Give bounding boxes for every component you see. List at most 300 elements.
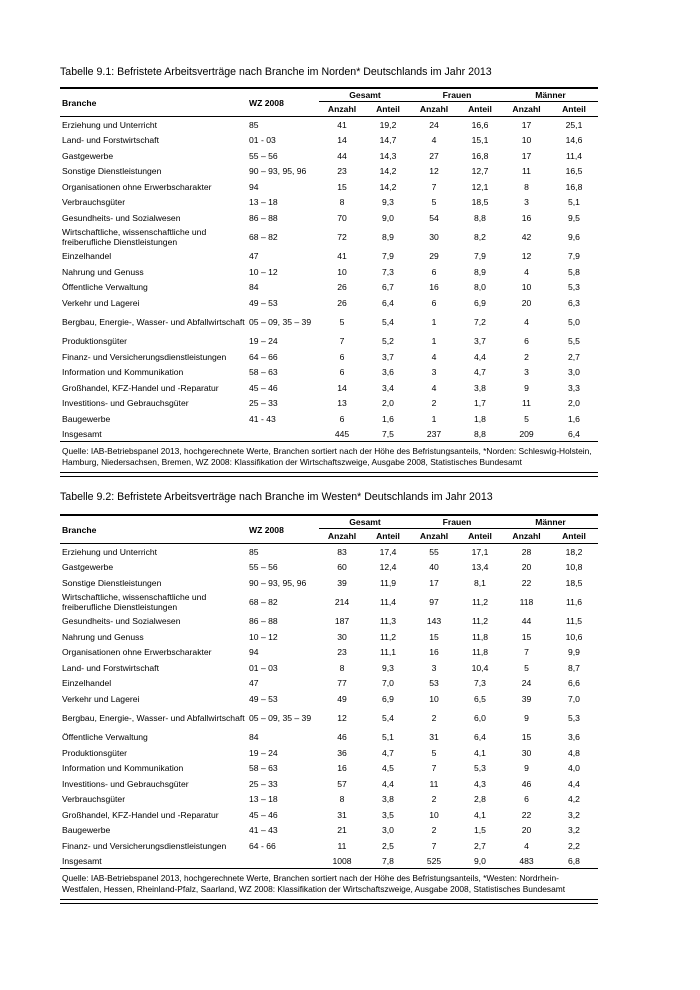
column-header-anzahl-frauen: Anzahl <box>411 529 457 544</box>
table-row <box>60 544 598 560</box>
row-value: 4,4 <box>474 351 486 362</box>
row-branche: Investitions- und Gebrauchsgüter <box>62 398 189 409</box>
table-block-9-1 <box>60 66 598 477</box>
table-row <box>60 179 598 195</box>
row-branche: Baugewerbe <box>62 413 111 424</box>
row-wz: 84 <box>249 732 259 743</box>
column-header-branche: Branche <box>60 88 248 117</box>
row-value: 30 <box>521 747 532 758</box>
row-wz: 90 – 93, 95, 96 <box>249 577 307 588</box>
row-branche: Finanz- und Versicherungsdienstleistungen <box>62 351 227 362</box>
row-value: 53 <box>429 678 439 689</box>
row-branche: Information und Kommunikation <box>62 763 184 774</box>
row-value: 4,7 <box>474 367 486 378</box>
row-value: 10 <box>429 809 439 820</box>
row-value: 4,1 <box>474 809 486 820</box>
row-value: 7 <box>339 336 345 347</box>
row-branche: Land- und Forstwirtschaft <box>62 135 159 146</box>
table-row <box>60 660 598 676</box>
total-value: 6,8 <box>568 855 580 866</box>
column-group-gesamt: Gesamt <box>319 515 411 529</box>
row-value: 6,4 <box>382 297 394 308</box>
row-value: 118 <box>519 597 534 607</box>
row-wz: 41 - 43 <box>249 413 276 424</box>
row-value: 9,9 <box>568 647 580 658</box>
table-row <box>60 249 598 265</box>
row-wz: 55 – 56 <box>249 562 278 573</box>
row-value: 6 <box>524 794 529 805</box>
row-value: 11,5 <box>565 616 583 627</box>
row-wz: 68 – 82 <box>249 232 278 242</box>
row-value: 16 <box>429 282 439 293</box>
row-value: 9 <box>524 713 529 723</box>
row-value: 11 <box>429 778 439 789</box>
row-value: 2,7 <box>568 351 580 362</box>
column-header-anzahl-maenner: Anzahl <box>503 102 550 117</box>
row-value: 2 <box>431 794 437 805</box>
row-value: 5,3 <box>474 763 486 774</box>
row-value: 16 <box>521 212 532 223</box>
table-row <box>60 365 598 381</box>
total-value: 9,0 <box>474 855 486 866</box>
row-value: 1 <box>431 336 437 347</box>
row-value: 2,2 <box>568 840 580 851</box>
table-row <box>60 411 598 427</box>
row-wz: 55 – 56 <box>249 150 278 161</box>
row-branche: Großhandel, KFZ-Handel und -Reparatur <box>62 382 219 393</box>
row-value: 1,5 <box>474 825 486 836</box>
table-block-9-2 <box>60 491 598 904</box>
row-value: 7,9 <box>568 251 580 262</box>
table-row <box>60 295 598 311</box>
total-label: Insgesamt <box>62 855 102 866</box>
row-branche: Nahrung und Genuss <box>62 266 144 277</box>
row-value: 30 <box>429 232 439 242</box>
row-value: 2,5 <box>382 840 394 851</box>
row-value: 26 <box>337 282 347 293</box>
row-value: 5,4 <box>382 713 394 723</box>
row-wz: 13 – 18 <box>249 197 278 208</box>
row-value: 15,1 <box>471 135 489 146</box>
row-value: 30 <box>337 631 347 642</box>
row-branche: Finanz- und Versicherungsdienstleistungen <box>62 840 227 851</box>
row-value: 10,4 <box>471 662 489 673</box>
table-row <box>60 823 598 839</box>
table-row <box>60 707 598 730</box>
column-header-anteil-frauen: Anteil <box>457 529 503 544</box>
row-value: 44 <box>521 616 532 627</box>
column-header-anzahl-maenner: Anzahl <box>503 529 550 544</box>
column-group-frauen: Frauen <box>411 515 503 529</box>
row-value: 11,9 <box>379 577 397 588</box>
row-branche: Sonstige Dienstleistungen <box>62 577 162 588</box>
row-wz: 13 – 18 <box>249 794 278 805</box>
row-branche: Öffentliche Verwaltung <box>62 282 148 293</box>
table-total-row <box>60 427 598 442</box>
row-value: 42 <box>521 232 532 242</box>
row-value: 5,3 <box>568 282 580 293</box>
row-value: 1,6 <box>382 413 394 424</box>
row-value: 14 <box>337 382 347 393</box>
row-value: 5,5 <box>568 336 580 347</box>
column-header-anzahl-gesamt: Anzahl <box>319 102 365 117</box>
row-value: 77 <box>337 678 347 689</box>
row-wz: 68 – 82 <box>249 597 278 607</box>
row-value: 16,5 <box>565 166 583 177</box>
row-branche: Wirtschaftliche, wissenschaftliche und freiberufliche Dienstleistungen <box>62 227 207 247</box>
row-value: 5 <box>524 413 529 424</box>
row-value: 9 <box>524 382 529 393</box>
row-value: 7 <box>431 181 437 192</box>
row-value: 10,6 <box>565 631 583 642</box>
row-value: 11,4 <box>379 597 397 607</box>
row-value: 5 <box>431 747 437 758</box>
row-value: 8,2 <box>474 232 486 242</box>
row-value: 28 <box>521 546 532 557</box>
row-value: 14,3 <box>379 150 397 161</box>
row-value: 11,8 <box>471 631 489 642</box>
row-value: 3,7 <box>382 351 394 362</box>
row-wz: 49 – 53 <box>249 297 278 308</box>
row-value: 5,1 <box>568 197 580 208</box>
table-row <box>60 676 598 692</box>
column-header-wz: WZ 2008 <box>248 515 319 544</box>
row-value: 4,1 <box>474 747 486 758</box>
row-value: 187 <box>334 616 350 627</box>
column-group-gesamt: Gesamt <box>319 88 411 102</box>
row-value: 3,7 <box>474 336 486 347</box>
row-value: 3 <box>431 662 437 673</box>
row-value: 6,9 <box>382 693 394 704</box>
row-value: 8,1 <box>474 577 486 588</box>
row-value: 143 <box>426 616 442 627</box>
row-value: 3,0 <box>568 367 580 378</box>
table-row <box>60 164 598 180</box>
row-value: 20 <box>521 562 532 573</box>
table-row <box>60 691 598 707</box>
row-value: 22 <box>521 809 532 820</box>
row-wz: 58 – 63 <box>249 763 278 774</box>
row-wz: 41 – 43 <box>249 825 278 836</box>
row-branche: Erziehung und Unterricht <box>62 119 158 130</box>
table-row <box>60 117 598 133</box>
row-value: 9,0 <box>382 212 394 223</box>
row-value: 10,8 <box>565 562 583 573</box>
column-group-frauen: Frauen <box>411 88 503 102</box>
row-value: 5,2 <box>382 336 394 347</box>
table-row <box>60 380 598 396</box>
row-wz: 49 – 53 <box>249 693 278 704</box>
row-value: 3 <box>524 367 529 378</box>
row-value: 2,8 <box>474 794 486 805</box>
row-value: 14,7 <box>379 135 397 146</box>
row-value: 4,3 <box>474 778 486 789</box>
row-value: 11,4 <box>565 150 583 161</box>
row-value: 14,2 <box>379 181 397 192</box>
total-value: 483 <box>519 855 534 866</box>
row-value: 11,2 <box>471 597 489 607</box>
row-value: 4,2 <box>568 794 580 805</box>
row-value: 60 <box>337 562 347 573</box>
row-value: 12 <box>337 713 347 723</box>
row-value: 10 <box>521 282 532 293</box>
table-row <box>60 776 598 792</box>
row-value: 8,8 <box>474 212 486 223</box>
row-value: 24 <box>429 119 439 130</box>
table-row <box>60 133 598 149</box>
table-caption: Tabelle 9.2: Befristete Arbeitsverträge nach Branche im Westen* Deutschlands im Jahr 2013 <box>60 491 493 503</box>
row-value: 20 <box>521 825 532 836</box>
row-value: 6 <box>524 336 529 347</box>
table-row <box>60 396 598 412</box>
row-value: 49 <box>337 693 347 704</box>
row-value: 2 <box>524 351 529 362</box>
row-value: 17 <box>521 150 532 161</box>
row-value: 4,5 <box>382 763 394 774</box>
row-value: 11 <box>522 398 531 409</box>
row-value: 5,4 <box>382 317 394 327</box>
row-value: 15 <box>337 181 347 192</box>
row-wz: 10 – 12 <box>249 631 278 642</box>
row-value: 46 <box>521 778 532 789</box>
row-value: 4,8 <box>568 747 580 758</box>
column-header-anzahl-frauen: Anzahl <box>411 102 457 117</box>
total-wz <box>248 427 319 442</box>
row-value: 46 <box>337 732 347 743</box>
row-wz: 45 – 46 <box>249 382 278 393</box>
row-branche: Produktionsgüter <box>62 747 127 758</box>
row-branche: Gesundheits- und Sozialwesen <box>62 616 181 627</box>
row-value: 3,2 <box>568 825 580 836</box>
row-value: 7 <box>431 763 437 774</box>
row-branche: Gesundheits- und Sozialwesen <box>62 212 181 223</box>
row-value: 13 <box>337 398 347 409</box>
row-value: 4 <box>431 382 437 393</box>
table-row <box>60 560 598 576</box>
row-value: 31 <box>429 732 439 743</box>
row-value: 41 <box>337 119 347 130</box>
row-value: 5 <box>524 662 529 673</box>
column-group-maenner: Männer <box>503 515 598 529</box>
row-branche: Produktionsgüter <box>62 336 127 347</box>
row-value: 41 <box>337 251 347 262</box>
row-value: 4 <box>524 266 529 277</box>
row-value: 4 <box>431 135 437 146</box>
row-value: 1 <box>431 317 437 327</box>
row-value: 39 <box>521 693 532 704</box>
total-value: 7,8 <box>382 855 394 866</box>
row-value: 5 <box>339 317 345 327</box>
total-value: 209 <box>519 428 534 439</box>
table-row <box>60 629 598 645</box>
row-value: 2,0 <box>382 398 394 409</box>
row-wz: 85 <box>249 119 259 130</box>
row-value: 55 <box>429 546 439 557</box>
row-value: 18,2 <box>565 546 583 557</box>
row-value: 24 <box>521 678 532 689</box>
row-value: 31 <box>337 809 347 820</box>
column-header-anteil-gesamt: Anteil <box>365 102 411 117</box>
row-value: 8,0 <box>474 282 486 293</box>
row-value: 6,6 <box>568 678 580 689</box>
row-value: 6,0 <box>474 713 486 723</box>
row-wz: 25 – 33 <box>249 398 278 409</box>
row-value: 13,4 <box>471 562 489 573</box>
row-value: 8,7 <box>568 662 580 673</box>
row-value: 6,3 <box>568 297 580 308</box>
row-value: 4,4 <box>382 778 394 789</box>
row-value: 8,9 <box>474 266 486 277</box>
row-branche: Sonstige Dienstleistungen <box>62 166 162 177</box>
row-wz: 86 – 88 <box>249 212 278 223</box>
row-value: 97 <box>429 597 439 607</box>
row-value: 23 <box>337 647 347 658</box>
row-value: 57 <box>337 778 347 789</box>
row-value: 83 <box>337 546 347 557</box>
data-table <box>60 87 598 472</box>
total-wz <box>248 854 319 869</box>
row-value: 8 <box>524 181 529 192</box>
total-value: 1008 <box>332 855 352 866</box>
row-value: 9,3 <box>382 197 394 208</box>
table-row <box>60 195 598 211</box>
column-header-anteil-maenner: Anteil <box>550 102 598 117</box>
row-wz: 64 - 66 <box>249 840 276 851</box>
row-value: 6 <box>431 266 437 277</box>
total-label: Insgesamt <box>62 428 102 439</box>
row-value: 3,4 <box>382 382 394 393</box>
row-value: 3,0 <box>382 825 394 836</box>
row-branche: Einzelhandel <box>62 251 112 262</box>
row-value: 5,0 <box>568 317 580 327</box>
row-value: 10 <box>337 266 347 277</box>
row-branche: Großhandel, KFZ-Handel und -Reparatur <box>62 809 219 820</box>
row-value: 3,6 <box>382 367 394 378</box>
row-value: 17,1 <box>471 546 489 557</box>
row-value: 36 <box>337 747 347 758</box>
table-row <box>60 745 598 761</box>
row-value: 6,4 <box>474 732 486 743</box>
table-row <box>60 838 598 854</box>
row-wz: 05 – 09, 35 – 39 <box>249 713 312 723</box>
row-value: 2 <box>431 398 437 409</box>
row-value: 7,9 <box>474 251 486 262</box>
table-row <box>60 730 598 746</box>
row-value: 3,8 <box>382 794 394 805</box>
row-value: 18,5 <box>565 577 583 588</box>
row-value: 3,8 <box>474 382 486 393</box>
row-branche: Öffentliche Verwaltung <box>62 732 148 743</box>
row-value: 9,5 <box>568 212 580 223</box>
row-value: 7,3 <box>474 678 486 689</box>
row-wz: 64 – 66 <box>249 351 278 362</box>
table-end-rule <box>60 899 598 904</box>
row-branche: Verbrauchsgüter <box>62 197 126 208</box>
table-row <box>60 311 598 334</box>
row-wz: 01 - 03 <box>249 135 276 146</box>
row-value: 54 <box>429 212 439 223</box>
column-header-anteil-frauen: Anteil <box>457 102 503 117</box>
row-value: 21 <box>337 825 347 836</box>
row-value: 14,6 <box>565 135 583 146</box>
row-branche: Information und Kommunikation <box>62 367 184 378</box>
column-header-anzahl-gesamt: Anzahl <box>319 529 365 544</box>
column-header-anteil-gesamt: Anteil <box>365 529 411 544</box>
row-value: 16,8 <box>565 181 583 192</box>
row-value: 5,1 <box>382 732 394 743</box>
data-table <box>60 514 598 899</box>
row-value: 6,9 <box>474 297 486 308</box>
row-value: 11,8 <box>471 647 489 658</box>
row-value: 14,2 <box>379 166 397 177</box>
table-source-note: Quelle: IAB-Betriebspanel 2013, hochgerechnete Werte, Branchen sortiert nach der Höhe des Befristungsanteils, *Norden: Schleswig-Holstein, Hamburg, Niedersachsen, Bremen, WZ 2008: Klassifikation der Wirtschaftszweige, Ausgabe 2008, Statistisches Bundesamt <box>60 441 598 472</box>
row-value: 4,7 <box>382 747 394 758</box>
row-value: 3 <box>431 367 437 378</box>
row-value: 3,2 <box>568 809 580 820</box>
row-wz: 94 <box>249 647 259 658</box>
column-header-wz: WZ 2008 <box>248 88 319 117</box>
row-value: 5,8 <box>568 266 580 277</box>
row-value: 29 <box>429 251 439 262</box>
total-value: 445 <box>334 428 350 439</box>
row-value: 15 <box>429 631 439 642</box>
row-branche: Gastgewerbe <box>62 562 114 573</box>
row-value: 6 <box>431 297 437 308</box>
row-value: 16,8 <box>471 150 489 161</box>
row-branche: Bergbau, Energie-, Wasser- und Abfallwirtschaft <box>62 713 245 723</box>
row-value: 17 <box>521 119 532 130</box>
row-value: 39 <box>337 577 347 588</box>
row-value: 26 <box>337 297 347 308</box>
row-value: 1 <box>431 413 437 424</box>
column-group-maenner: Männer <box>503 88 598 102</box>
row-value: 19,2 <box>379 119 397 130</box>
row-branche: Organisationen ohne Erwerbscharakter <box>62 647 212 658</box>
row-value: 17 <box>429 577 439 588</box>
row-wz: 47 <box>249 251 259 262</box>
row-value: 23 <box>337 166 347 177</box>
row-wz: 94 <box>249 181 259 192</box>
row-value: 7,9 <box>382 251 394 262</box>
row-branche: Verkehr und Lagerei <box>62 693 140 704</box>
row-value: 1,8 <box>474 413 486 424</box>
row-value: 10 <box>521 135 532 146</box>
row-value: 16,6 <box>471 119 489 130</box>
row-value: 3,3 <box>568 382 580 393</box>
row-wz: 19 – 24 <box>249 336 278 347</box>
total-value: 6,4 <box>568 428 580 439</box>
row-value: 22 <box>521 577 532 588</box>
row-value: 16 <box>429 647 439 658</box>
row-value: 7 <box>524 647 529 658</box>
row-value: 6 <box>339 413 345 424</box>
table-row <box>60 807 598 823</box>
row-value: 4,4 <box>568 778 580 789</box>
row-value: 4 <box>431 351 437 362</box>
row-branche: Nahrung und Genuss <box>62 631 144 642</box>
row-wz: 45 – 46 <box>249 809 278 820</box>
row-branche: Verbrauchsgüter <box>62 794 126 805</box>
row-branche: Bergbau, Energie-, Wasser- und Abfallwirtschaft <box>62 317 245 327</box>
table-row <box>60 591 598 614</box>
row-branche: Wirtschaftliche, wissenschaftliche und freiberufliche Dienstleistungen <box>62 592 207 612</box>
row-value: 40 <box>429 562 439 573</box>
row-wz: 86 – 88 <box>249 616 278 627</box>
table-row <box>60 575 598 591</box>
table-source-note: Quelle: IAB-Betriebspanel 2013, hochgerechnete Werte, Branchen sortiert nach der Höhe des Befristungsanteils, *Westen: Nordrhein-Westfalen, Hessen, Rheinland-Pfalz, Saarland, WZ 2008: Klassifikation der Wirtschaftszweige, Ausgabe 2008, Statistisches Bundesamt <box>60 868 598 899</box>
row-value: 6,7 <box>382 282 394 293</box>
row-value: 7,0 <box>382 678 394 689</box>
